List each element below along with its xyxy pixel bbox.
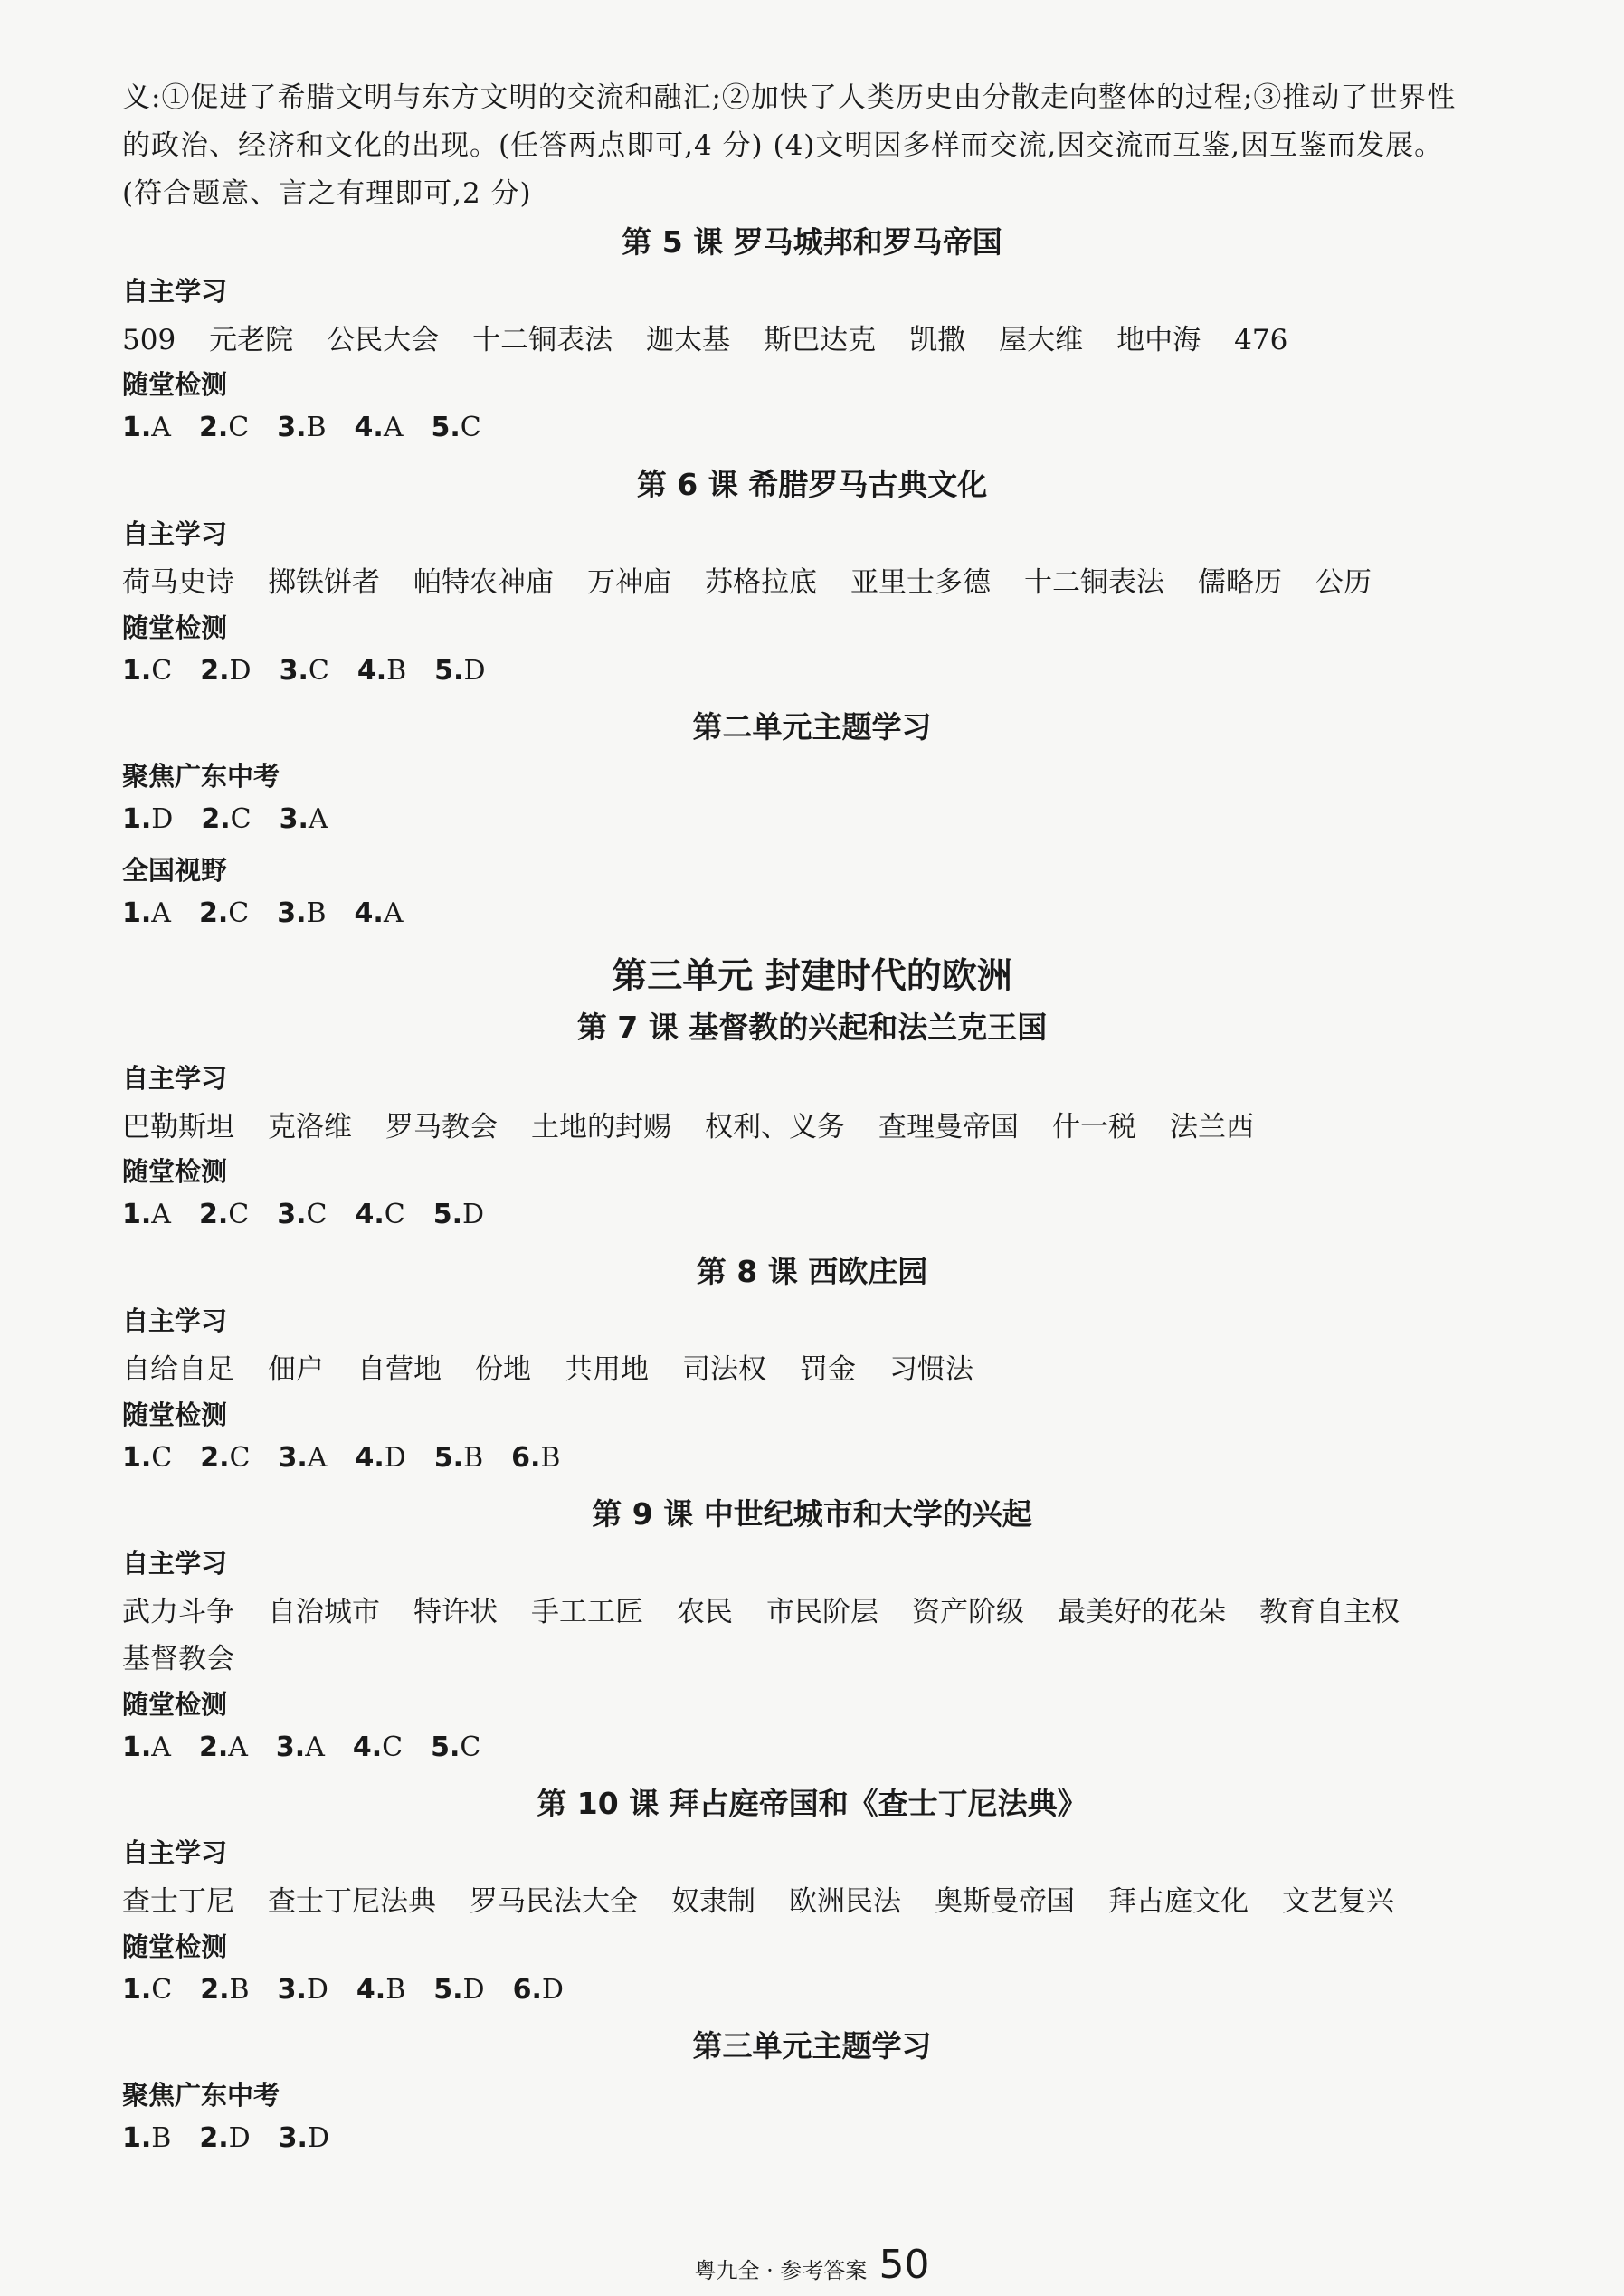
term: 文艺复兴 [1282, 1885, 1394, 1918]
answer-item [122, 1199, 171, 1230]
answer-number: 1. [122, 2122, 152, 2154]
answer-number: 3. [277, 1974, 307, 2006]
term: 份地 [475, 1353, 531, 1386]
term: 法兰西 [1170, 1111, 1254, 1143]
answer-letter: B [306, 412, 327, 443]
intro-line-3: (符合题意、言之有理即可,2 分) [122, 177, 532, 210]
term: 罚金 [800, 1353, 856, 1386]
answer-item [357, 655, 406, 687]
answer-item [280, 803, 328, 835]
term: 司法权 [682, 1353, 766, 1386]
answer-item [200, 1974, 249, 2006]
lesson-6-title: 第 6 课 希腊罗马古典文化 [636, 467, 988, 502]
answer-number: 2. [198, 1731, 229, 1763]
term: 习惯法 [889, 1353, 973, 1386]
answer-item [355, 897, 404, 929]
answer-number: 3. [275, 1731, 306, 1763]
lesson-10-check-label: 随堂检测 [122, 1931, 228, 1962]
unit-3-focus-label: 聚焦广东中考 [122, 2080, 280, 2111]
answer-number: 4. [355, 1199, 385, 1230]
answer-item [353, 1731, 403, 1763]
term: 万神庙 [587, 566, 671, 599]
lesson-9-self-label: 自主学习 [122, 1548, 228, 1579]
answer-number: 1. [122, 1442, 152, 1474]
answer-letter: D [462, 1974, 485, 2006]
answer-letter: B [385, 1974, 406, 2006]
answer-letter: D [461, 1199, 485, 1230]
term: 共用地 [565, 1353, 649, 1386]
answer-number: 2. [200, 1442, 230, 1474]
term: 509 [122, 324, 176, 356]
answer-letter: C [228, 1199, 250, 1230]
answer-item [355, 412, 404, 443]
lesson-10-title: 第 10 课 拜占庭帝国和《查士丁尼法典》 [537, 1786, 1087, 1821]
answer-number: 4. [356, 1974, 386, 2006]
answer-number: 2. [199, 2122, 229, 2154]
lesson-6-answers [122, 655, 514, 687]
answer-letter: D [306, 1974, 328, 2006]
answer-letter: D [384, 1442, 406, 1474]
term: 查士丁尼 [122, 1885, 234, 1918]
answer-item [356, 1974, 405, 2006]
answer-letter: C [460, 1731, 481, 1763]
answer-letter: D [463, 655, 486, 687]
lesson-5-self-label: 自主学习 [122, 276, 228, 307]
term: 公民大会 [327, 324, 440, 356]
lesson-9-answers [122, 1731, 508, 1763]
term: 奥斯曼帝国 [935, 1885, 1075, 1918]
answer-item [199, 897, 249, 929]
term: 查理曼帝国 [878, 1111, 1019, 1143]
term: 荷马史诗 [122, 566, 234, 599]
footer-text: 粤九全 · 参考答案 [694, 2258, 868, 2283]
answer-number: 3. [279, 655, 309, 687]
answer-letter: D [307, 2122, 330, 2154]
unit-2-nation-label: 全国视野 [122, 855, 228, 886]
lesson-10-terms [122, 1878, 1428, 1919]
answer-number: 4. [354, 412, 384, 443]
answer-item [277, 412, 326, 443]
answer-letter: C [151, 1442, 173, 1474]
answer-item [431, 412, 480, 443]
answer-item [433, 1199, 484, 1230]
term: 武力斗争 [122, 1596, 234, 1628]
term: 奴隶制 [671, 1885, 755, 1918]
term: 儒略历 [1198, 566, 1282, 599]
answer-item [200, 1442, 250, 1474]
intro-line-1: 义:①促进了希腊文明与东方文明的交流和融汇;②加快了人类历史由分散走向整体的过程;③推动了世界性 [122, 81, 1457, 114]
term: 克洛维 [268, 1111, 352, 1143]
answer-number: 1. [122, 412, 152, 443]
answer-item [511, 1442, 560, 1474]
answer-number: 2. [198, 897, 229, 929]
answer-number: 4. [356, 655, 387, 687]
term: 市民阶层 [766, 1596, 878, 1628]
answer-number: 4. [355, 1442, 385, 1474]
lesson-8-title: 第 8 课 西欧庄园 [696, 1254, 928, 1289]
unit-2-focus-label: 聚焦广东中考 [122, 761, 280, 792]
answer-item [122, 803, 173, 835]
answer-number: 5. [433, 1974, 463, 2006]
answer-number: 2. [198, 1199, 229, 1230]
answer-number: 1. [122, 1199, 152, 1230]
lesson-8-answers [122, 1442, 588, 1474]
answer-item [122, 655, 172, 687]
term: 教育自主权 [1259, 1596, 1400, 1628]
term: 斯巴达克 [764, 324, 877, 356]
answer-item [279, 1442, 328, 1474]
answer-item [122, 1442, 172, 1474]
answer-letter: C [230, 803, 252, 835]
answer-number: 3. [277, 897, 307, 929]
answer-item [355, 1199, 404, 1230]
term: 公历 [1315, 566, 1372, 599]
answer-item [355, 1442, 405, 1474]
answer-number: 3. [277, 412, 307, 443]
answer-letter: A [151, 1731, 171, 1763]
answer-number: 5. [432, 1199, 462, 1230]
term: 巴勒斯坦 [122, 1111, 234, 1143]
lesson-5-answers [122, 412, 509, 443]
term: 特许状 [413, 1596, 498, 1628]
answer-item [122, 1974, 172, 2006]
answer-number: 4. [354, 897, 384, 929]
answer-letter: A [307, 1442, 328, 1474]
answer-item [279, 2122, 329, 2154]
term: 自给自足 [122, 1353, 234, 1386]
term: 查士丁尼法典 [268, 1885, 436, 1918]
answer-number: 5. [433, 1442, 464, 1474]
term: 掷铁饼者 [268, 566, 380, 599]
answer-letter: B [386, 655, 407, 687]
term: 罗马教会 [385, 1111, 498, 1143]
unit-2-theme-title: 第二单元主题学习 [692, 709, 932, 745]
answer-number: 1. [122, 897, 152, 929]
term: 帕特农神庙 [413, 566, 554, 599]
term: 欧洲民法 [789, 1885, 901, 1918]
answer-item [278, 1974, 328, 2006]
answer-number: 2. [200, 1974, 230, 2006]
answer-number: 6. [511, 1442, 541, 1474]
lesson-6-self-label: 自主学习 [122, 518, 228, 549]
answer-number: 5. [431, 412, 461, 443]
answer-letter: C [229, 1442, 251, 1474]
answer-item [122, 412, 171, 443]
answer-number: 5. [434, 655, 464, 687]
unit-3-theme-title: 第三单元主题学习 [692, 2028, 932, 2064]
lesson-7-answers [122, 1199, 512, 1230]
intro-line-2: 的政治、经济和文化的出现。(任答两点即可,4 分) (4)文明因多样而交流,因交流而互鉴,因互鉴而发展。 [122, 129, 1444, 162]
answer-item [199, 2122, 250, 2154]
answer-letter: A [383, 412, 404, 443]
answer-number: 2. [200, 655, 230, 687]
term: 十二铜表法 [1024, 566, 1164, 599]
lesson-9-check-label: 随堂检测 [122, 1689, 228, 1720]
lesson-7-terms [122, 1104, 1287, 1144]
answer-letter: B [229, 1974, 250, 2006]
answer-letter: A [305, 1731, 325, 1763]
term: 屋大维 [999, 324, 1084, 356]
answer-letter: B [306, 897, 327, 929]
unit-2-nation-answers [122, 897, 431, 929]
answer-item [434, 1442, 483, 1474]
term: 最美好的花朵 [1058, 1596, 1226, 1628]
answer-letter: C [151, 1974, 173, 2006]
answer-number: 5. [431, 1731, 461, 1763]
term: 自营地 [357, 1353, 442, 1386]
term: 权利、义务 [705, 1111, 845, 1143]
answer-item [199, 1731, 248, 1763]
term: 农民 [677, 1596, 733, 1628]
lesson-8-terms [122, 1346, 1007, 1387]
lesson-9-terms-line-2 [122, 1636, 268, 1676]
answer-letter: D [228, 2122, 251, 2154]
unit-2-focus-answers [122, 803, 356, 835]
term: 476 [1234, 324, 1288, 356]
answer-letter: A [151, 897, 171, 929]
page-number: 50 [878, 2242, 930, 2288]
answer-item [122, 2122, 171, 2154]
answer-item [280, 655, 329, 687]
term: 苏格拉底 [705, 566, 817, 599]
answer-letter: A [383, 897, 404, 929]
lesson-6-check-label: 随堂检测 [122, 612, 228, 643]
answer-number: 2. [201, 803, 231, 835]
answer-item [201, 803, 251, 835]
answer-letter: D [151, 803, 174, 835]
answer-item [513, 1974, 564, 2006]
term: 十二铜表法 [472, 324, 613, 356]
unit-3-title: 第三单元 封建时代的欧洲 [612, 956, 1012, 997]
term: 手工工匠 [531, 1596, 643, 1628]
answer-item [122, 897, 171, 929]
answer-number: 2. [198, 412, 229, 443]
answer-number: 6. [512, 1974, 542, 2006]
answer-letter: C [306, 1199, 328, 1230]
lesson-10-answers [122, 1974, 592, 2006]
answer-letter: C [228, 897, 250, 929]
answer-letter: C [384, 1199, 405, 1230]
lesson-6-terms [122, 559, 1405, 600]
term: 罗马民法大全 [470, 1885, 638, 1918]
lesson-8-self-label: 自主学习 [122, 1305, 228, 1336]
term: 基督教会 [122, 1643, 234, 1675]
answer-letter: C [151, 655, 173, 687]
term: 元老院 [209, 324, 294, 356]
lesson-7-self-label: 自主学习 [122, 1063, 228, 1094]
term: 迦太基 [646, 324, 731, 356]
lesson-7-check-label: 随堂检测 [122, 1156, 228, 1187]
answer-letter: C [308, 655, 329, 687]
answer-letter: A [151, 1199, 171, 1230]
term: 什一税 [1052, 1111, 1136, 1143]
term: 拜占庭文化 [1108, 1885, 1249, 1918]
lesson-5-terms [122, 317, 1321, 357]
answer-item [200, 655, 251, 687]
lesson-8-check-label: 随堂检测 [122, 1399, 228, 1430]
answer-item [122, 1731, 171, 1763]
answer-item [434, 655, 485, 687]
answer-letter: B [540, 1442, 561, 1474]
term: 亚里士多德 [850, 566, 991, 599]
answer-letter: A [308, 803, 328, 835]
answer-letter: A [151, 412, 171, 443]
lesson-7-title: 第 7 课 基督教的兴起和法兰克王国 [576, 1010, 1048, 1045]
lesson-10-self-label: 自主学习 [122, 1837, 228, 1868]
term: 自治城市 [268, 1596, 380, 1628]
answer-number: 4. [352, 1731, 383, 1763]
answer-number: 3. [277, 1199, 307, 1230]
answer-letter: B [151, 2122, 172, 2154]
term: 凯撒 [909, 324, 966, 356]
answer-item [277, 897, 326, 929]
unit-3-focus-answers [122, 2122, 357, 2154]
answer-item [433, 1974, 484, 2006]
answer-letter: C [382, 1731, 404, 1763]
answer-item [276, 1731, 325, 1763]
answer-item [199, 1199, 249, 1230]
answer-number: 1. [122, 1731, 152, 1763]
answer-letter: C [460, 412, 481, 443]
term: 资产阶级 [912, 1596, 1024, 1628]
answer-letter: C [228, 412, 250, 443]
answer-item [277, 1199, 327, 1230]
lesson-9-terms [122, 1589, 1433, 1629]
answer-letter: B [463, 1442, 484, 1474]
answer-item [431, 1731, 480, 1763]
answer-letter: D [229, 655, 252, 687]
answer-item [199, 412, 249, 443]
answer-number: 1. [122, 1974, 152, 2006]
answer-number: 1. [122, 803, 152, 835]
answer-number: 1. [122, 655, 152, 687]
page-footer [0, 2242, 1624, 2288]
lesson-5-check-label: 随堂检测 [122, 369, 228, 400]
answer-number: 3. [279, 803, 309, 835]
answer-letter: D [541, 1974, 564, 2006]
term: 佃户 [268, 1353, 324, 1386]
answer-letter: A [228, 1731, 248, 1763]
term: 土地的封赐 [531, 1111, 671, 1143]
lesson-9-title: 第 9 课 中世纪城市和大学的兴起 [592, 1496, 1032, 1532]
answer-number: 3. [278, 2122, 308, 2154]
lesson-5-title: 第 5 课 罗马城邦和罗马帝国 [622, 224, 1002, 260]
answer-number: 3. [278, 1442, 308, 1474]
term: 地中海 [1116, 324, 1201, 356]
